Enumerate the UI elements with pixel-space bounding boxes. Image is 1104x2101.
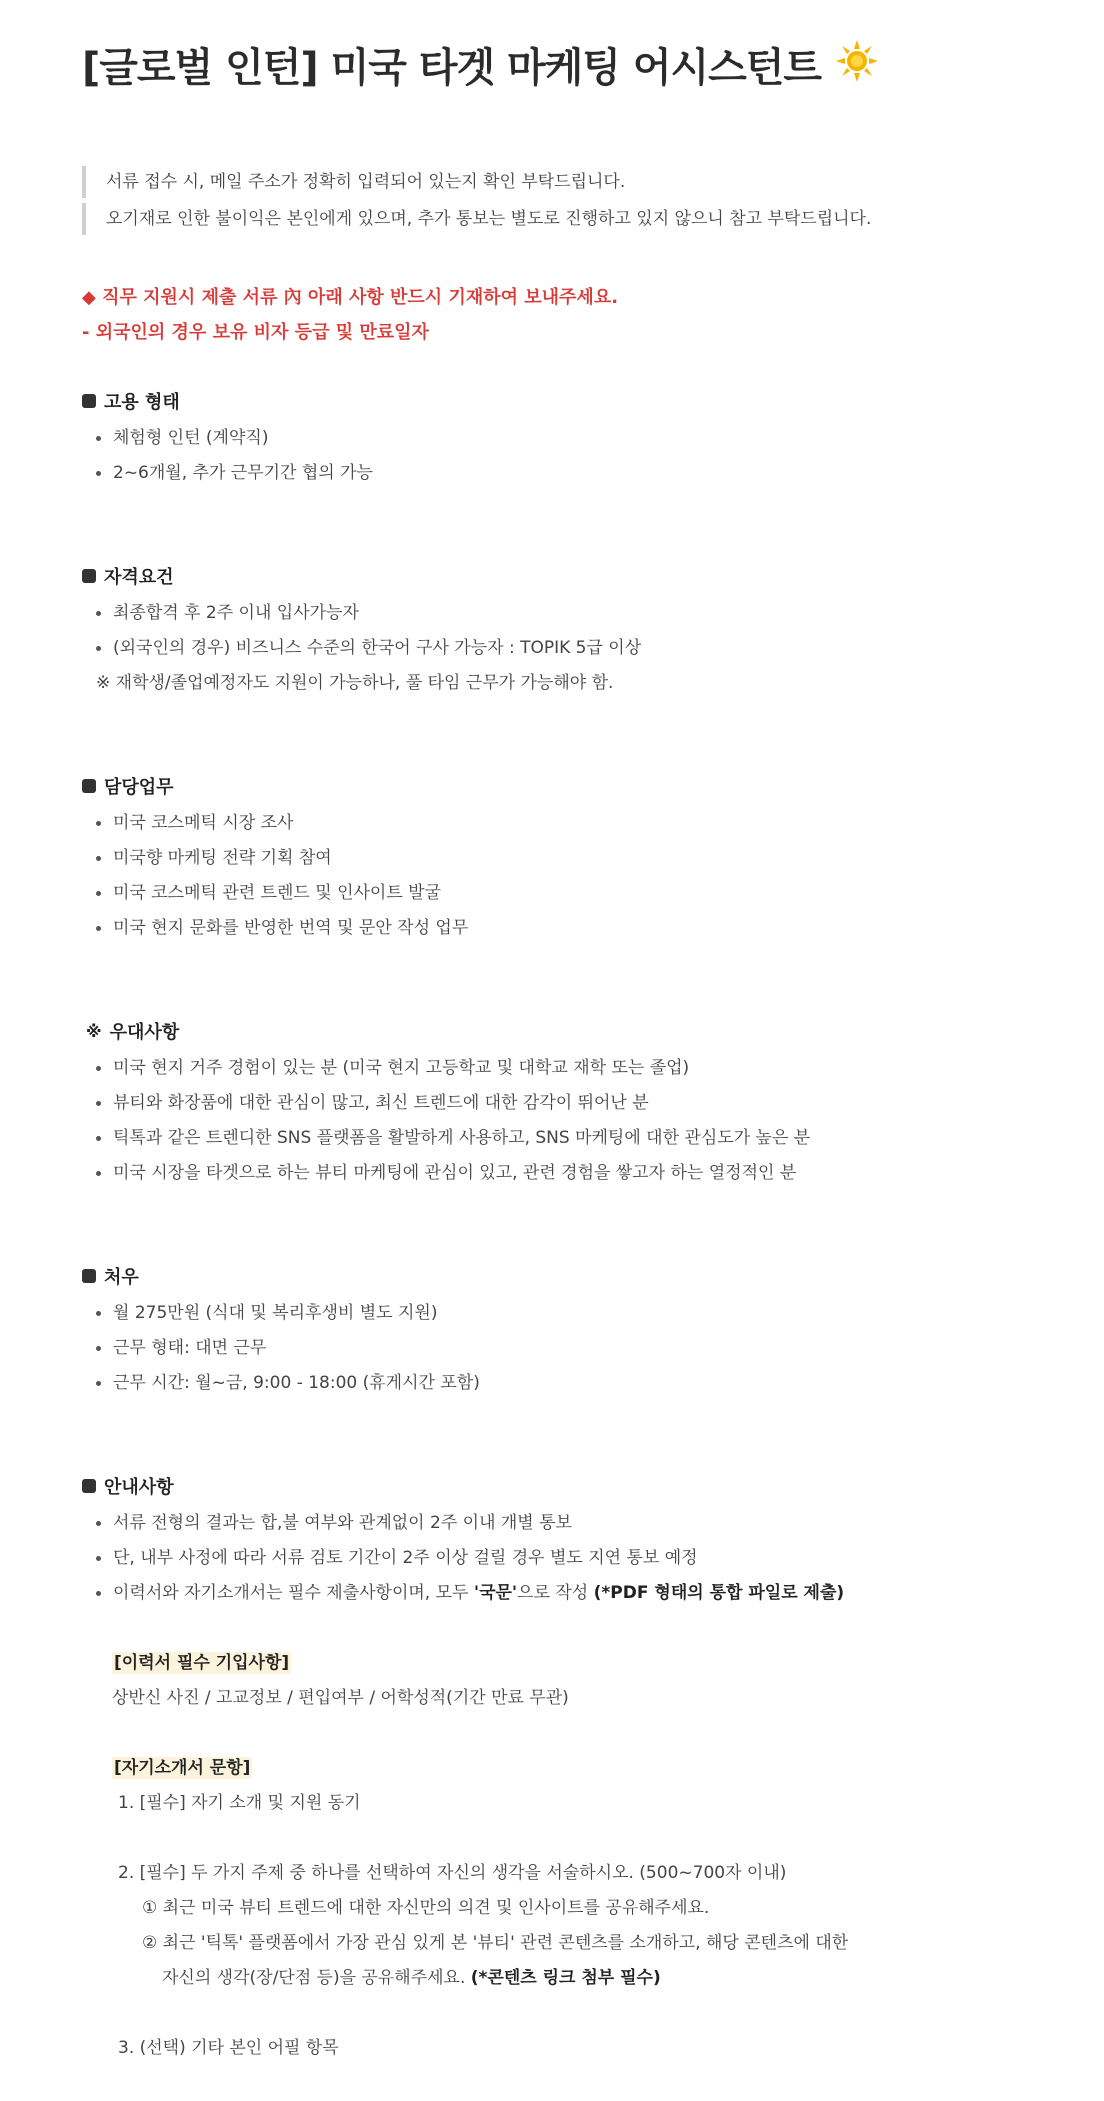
page-title [82,36,879,93]
list-item [96,843,332,868]
notice-line-2: 오기재로 인한 불이익은 본인에게 있으며, 추가 통보는 별도로 진행하고 있지 않으니 참고 부탁드립니다. [82,203,871,235]
list-item-text: 미국 코스메틱 시장 조사 [113,813,294,833]
list-item-text: 월 275만원 (식대 및 복리후생비 별도 지원) [113,1303,438,1323]
reference-mark-icon: ※ [86,1021,102,1041]
option-b-text: 자신의 생각(장/단점 등)을 공유해주세요. [162,1968,471,1988]
list-item [96,878,441,903]
list-item-text: 미국 시장을 타겟으로 하는 뷰티 마케팅에 관심이 있고, 관련 경험을 쌓고자 하는 열정적인 분 [113,1163,797,1183]
sun-icon [835,39,879,93]
link-required-emphasis: (*콘텐츠 링크 첨부 필수) [470,1968,661,1988]
list-item [96,423,268,448]
cover-letter-heading-text: [자기소개서 문항] [114,1758,251,1778]
section-label: 고용 형태 [104,392,180,413]
list-item [96,1543,698,1568]
list-item-text: 체험형 인턴 (계약직) [113,428,269,448]
list-item [96,598,359,623]
list-item-text: 이력서와 자기소개서는 필수 제출사항이며, 모두 [113,1583,474,1603]
black-square-icon [82,779,96,793]
list-item [96,1123,810,1148]
black-square-icon [82,394,96,408]
section-label: 우대사항 [109,1022,180,1043]
list-item-text: 최종합격 후 2주 이내 입사가능자 [113,603,359,623]
cover-letter-q1: 1. [필수] 자기 소개 및 지원 동기 [118,1793,361,1813]
black-square-icon [82,1479,96,1493]
list-item [96,1298,437,1323]
section-duties-heading [82,773,174,799]
list-item [96,1368,480,1393]
resume-heading [112,1648,291,1673]
list-item [96,458,373,483]
qualifications-note: ※ 재학생/졸업예정자도 지원이 가능하나, 풀 타임 근무가 가능해야 함. [96,673,614,693]
list-item [96,913,468,938]
list-item-text: 근무 시간: 월~금, 9:00 - 18:00 (휴게시간 포함) [113,1373,480,1393]
cover-letter-q2-option-b: ② 최근 '틱톡' 플랫폼에서 가장 관심 있게 본 '뷰티' 관련 콘텐츠를 소개하고, 해당 콘텐츠에 대한 [142,1933,849,1953]
resume-body: 상반신 사진 / 고교정보 / 편입여부 / 어학성적(기간 만료 무관) [112,1688,569,1708]
cover-letter-q2-option-a: ① 최근 미국 뷰티 트렌드에 대한 자신만의 의견 및 인사이트를 공유해주세요. [142,1898,710,1918]
notice-line-1: 서류 접수 시, 메일 주소가 정확히 입력되어 있는지 확인 부탁드립니다. [82,166,625,198]
section-qualifications-heading [82,563,174,589]
korean-emphasis: '국문' [473,1583,518,1603]
list-item-text: 단, 내부 사정에 따라 서류 검토 기간이 2주 이상 걸릴 경우 별도 지연 통보 예정 [113,1548,698,1568]
pdf-emphasis: (*PDF 형태의 통합 파일로 제출) [593,1583,845,1603]
cover-letter-heading [112,1753,252,1778]
list-item-text: 미국 현지 거주 경험이 있는 분 (미국 현지 고등학교 및 대학교 재학 또는 졸업) [113,1058,690,1078]
cover-letter-q3: 3. (선택) 기타 본인 어필 항목 [118,2038,339,2058]
list-item [96,1088,649,1113]
section-label: 안내사항 [104,1477,174,1498]
warning-line-2: - 외국인의 경우 보유 비자 등급 및 만료일자 [82,322,429,343]
list-item-text: 틱톡과 같은 트렌디한 SNS 플랫폼을 활발하게 사용하고, SNS 마케팅에 대한 관심도가 높은 분 [113,1128,811,1148]
list-item-text: 서류 전형의 결과는 합,불 여부와 관계없이 2주 이내 개별 통보 [113,1513,572,1533]
list-item-text: 2~6개월, 추가 근무기간 협의 가능 [113,463,373,483]
list-item-text: 근무 형태: 대면 근무 [113,1338,267,1358]
title-text: [글로벌 인턴] 미국 타겟 마케팅 어시스턴트 [82,45,822,91]
list-item [96,1158,796,1183]
black-square-icon [82,1269,96,1283]
section-label: 처우 [104,1267,139,1288]
list-item-text: (외국인의 경우) 비즈니스 수준의 한국어 구사 가능자 : TOPIK 5급 이상 [113,638,642,658]
list-item-text: 뷰티와 화장품에 대한 관심이 많고, 최신 트렌드에 대한 감각이 뛰어난 분 [113,1093,649,1113]
cover-letter-q2-option-b-cont [162,1963,661,1988]
resume-heading-text: [이력서 필수 기입사항] [114,1653,290,1673]
warning-line-1: ◆ 직무 지원시 제출 서류 內 아래 사항 반드시 기재하여 보내주세요. [82,287,619,308]
list-item-text: 미국 현지 문화를 반영한 번역 및 문안 작성 업무 [113,918,469,938]
list-item [96,1053,689,1078]
section-guide-heading [82,1473,174,1499]
list-item [96,1333,266,1358]
black-square-icon [82,569,96,583]
list-item [96,1578,844,1603]
list-item [96,808,293,833]
list-item [96,633,641,658]
cover-letter-q2: 2. [필수] 두 가지 주제 중 하나를 선택하여 자신의 생각을 서술하시오. (500~700자 이내) [118,1863,787,1883]
section-label: 자격요건 [104,567,174,588]
section-employment-heading [82,388,180,414]
list-item-text: 으로 작성 [517,1583,594,1603]
section-preferred-heading [86,1018,179,1044]
list-item [96,1508,572,1533]
section-label: 담당업무 [104,777,174,798]
list-item-text: 미국 코스메틱 관련 트렌드 및 인사이트 발굴 [113,883,442,903]
list-item-text: 미국향 마케팅 전략 기획 참여 [113,848,332,868]
section-benefits-heading [82,1263,139,1289]
